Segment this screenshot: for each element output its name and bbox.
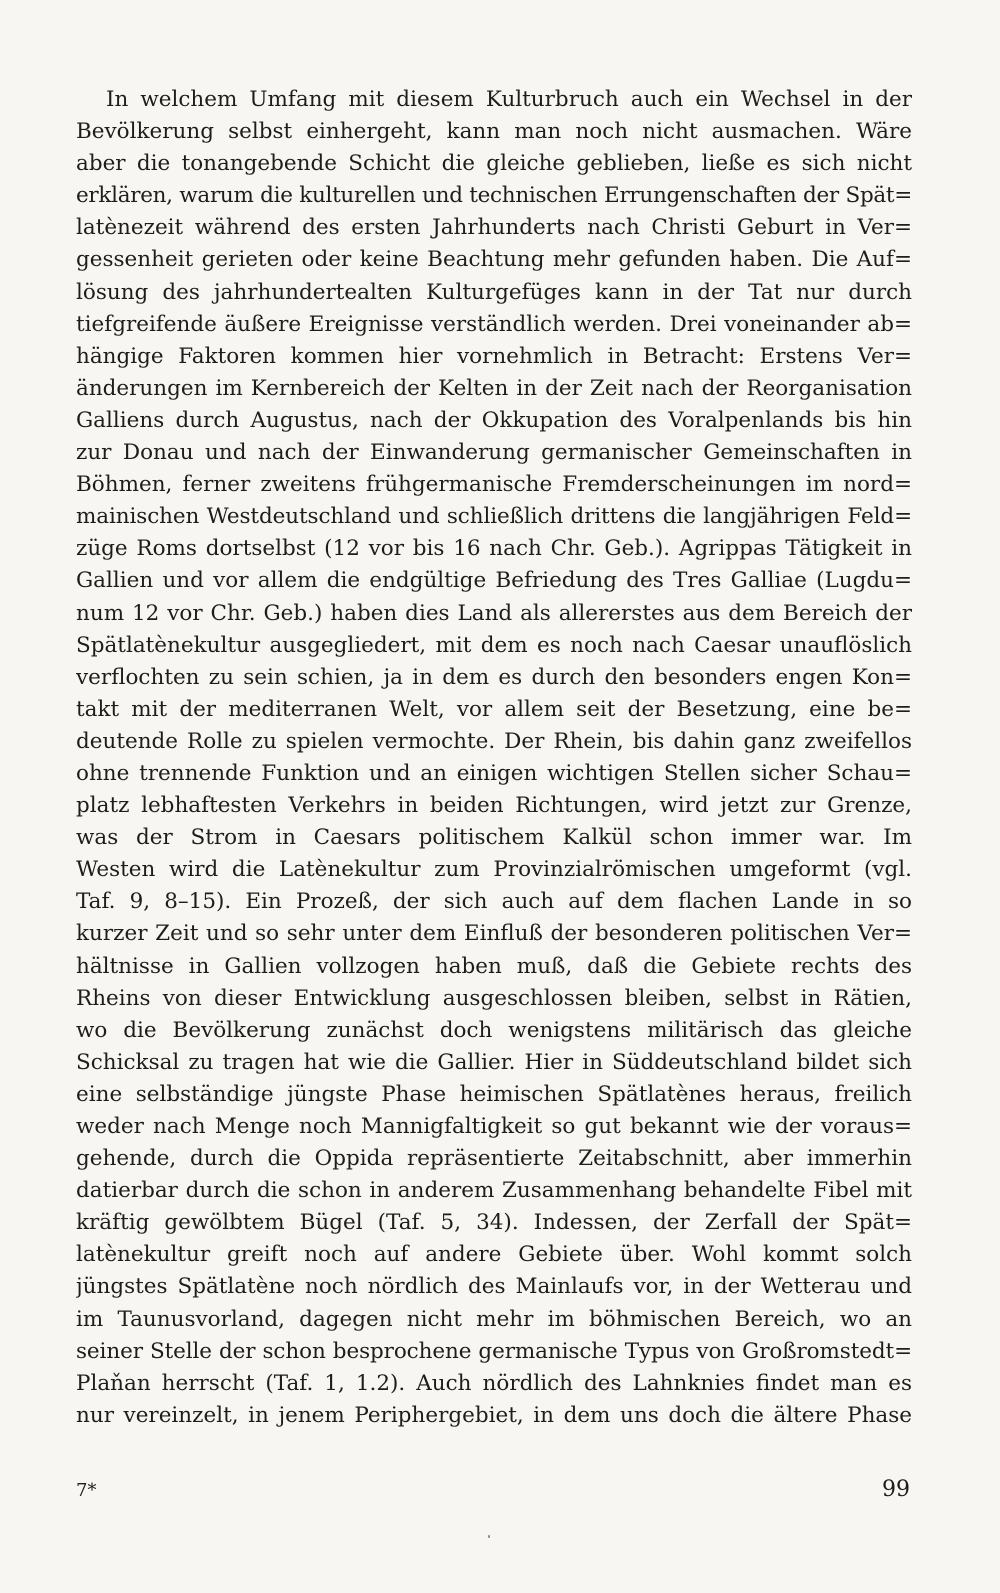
text-line: Galliens durch Augustus, nach der Okkupation des Voralpenlands bis hin: [76, 407, 912, 433]
text-line: aber die tonangebende Schicht die gleiche geblieben, ließe es sich nicht: [76, 151, 912, 177]
text-line: seiner Stelle der schon besprochene germanische Typus von Großromstedt=: [76, 1338, 912, 1364]
text-line: hängige Faktoren kommen hier vornehmlich in Betracht: Erstens Ver=: [76, 343, 912, 369]
sheet-signature: 7*: [76, 1480, 97, 1501]
text-line: platz lebhaftesten Verkehrs in beiden Richtungen, wird jetzt zur Grenze,: [76, 793, 912, 819]
text-line: deutende Rolle zu spielen vermochte. Der Rhein, bis dahin ganz zweifellos: [76, 728, 912, 754]
text-line: lösung des jahrhundertealten Kulturgefüges kann in der Tat nur durch: [76, 279, 912, 305]
text-line: nur vereinzelt, in jenem Periphergebiet, in dem uns doch die ältere Phase: [76, 1402, 912, 1428]
text-line: weder nach Menge noch Mannigfaltigkeit so gut bekannt wie der voraus=: [76, 1114, 912, 1139]
text-line: erklären, warum die kulturellen und technischen Errungenschaften der Spät=: [76, 183, 912, 209]
text-line: Westen wird die Latènekultur zum Provinzialrömischen umgeformt (vgl.: [76, 857, 912, 883]
text-line: jüngstes Spätlatène noch nördlich des Mainlaufs vor, in der Wetterau und: [76, 1274, 912, 1300]
text-line: ohne trennende Funktion und an einigen wichtigen Stellen sicher Schau=: [76, 760, 912, 786]
body-text: [76, 84, 912, 1432]
text-line: gehende, durch die Oppida repräsentierte Zeitabschnitt, aber immerhin: [76, 1146, 912, 1172]
paper-speck: [488, 1535, 490, 1538]
text-line: Plaňan herrscht (Taf. 1, 1.2). Auch nördlich des Lahnknies findet man es: [76, 1370, 912, 1396]
text-line: zur Donau und nach der Einwanderung germanischer Gemeinschaften in: [76, 440, 912, 466]
text-line: Rheins von dieser Entwicklung ausgeschlossen bleiben, selbst in Rätien,: [76, 985, 912, 1011]
text-line: takt mit der mediterranen Welt, vor allem seit der Besetzung, eine be=: [76, 696, 912, 722]
text-line: hältnisse in Gallien vollzogen haben muß, daß die Gebiete rechts des: [76, 953, 912, 979]
text-line: mainischen Westdeutschland und schließlich drittens die langjährigen Feld=: [76, 504, 912, 530]
text-line: verflochten zu sein schien, ja in dem es durch den besonders engen Kon=: [76, 664, 912, 690]
text-line: latènekultur greift noch auf andere Gebiete über. Wohl kommt solch: [76, 1242, 912, 1268]
text-line: Taf. 9, 8–15). Ein Prozeß, der sich auch auf dem flachen Lande in so: [76, 889, 912, 915]
text-line: Gallien und vor allem die endgültige Befriedung des Tres Galliae (Lugdu=: [76, 568, 912, 594]
text-line: tiefgreifende äußere Ereignisse verständlich werden. Drei voneinander ab=: [76, 311, 912, 337]
text-line: datierbar durch die schon in anderem Zusammenhang behandelte Fibel mit: [76, 1178, 912, 1204]
text-line: Bevölkerung selbst einhergeht, kann man noch nicht ausmachen. Wäre: [76, 119, 912, 145]
text-line: was der Strom in Caesars politischem Kalkül schon immer war. Im: [76, 825, 912, 851]
text-line: Böhmen, ferner zweitens frühgermanische Fremderscheinungen im nord=: [76, 472, 912, 498]
text-line: wo die Bevölkerung zunächst doch wenigstens militärisch das gleiche: [76, 1017, 912, 1043]
text-line: num 12 vor Chr. Geb.) haben dies Land als allererstes aus dem Bereich der: [76, 600, 912, 626]
text-line: änderungen im Kernbereich der Kelten in der Zeit nach der Reorganisation: [76, 375, 912, 401]
text-line: gessenheit gerieten oder keine Beachtung mehr gefunden haben. Die Auf=: [76, 247, 912, 273]
text-line: eine selbständige jüngste Phase heimischen Spätlatènes heraus, freilich: [76, 1081, 912, 1107]
text-line: In welchem Umfang mit diesem Kulturbruch auch ein Wechsel in der: [106, 87, 912, 112]
text-line: Spätlatènekultur ausgegliedert, mit dem es noch nach Caesar unauflöslich: [76, 632, 912, 658]
text-line: Schicksal zu tragen hat wie die Gallier. Hier in Süddeutschland bildet sich: [76, 1049, 912, 1075]
text-line: im Taunusvorland, dagegen nicht mehr im böhmischen Bereich, wo an: [76, 1306, 912, 1332]
text-line: latènezeit während des ersten Jahrhunderts nach Christi Geburt in Ver=: [76, 215, 912, 241]
text-line: züge Roms dortselbst (12 vor bis 16 nach Chr. Geb.). Agrippas Tätigkeit in: [76, 536, 912, 562]
text-line: kurzer Zeit und so sehr unter dem Einfluß der besonderen politischen Ver=: [76, 921, 912, 947]
page-number: 99: [882, 1477, 910, 1502]
text-line: kräftig gewölbtem Bügel (Taf. 5, 34). Indessen, der Zerfall der Spät=: [76, 1210, 912, 1236]
